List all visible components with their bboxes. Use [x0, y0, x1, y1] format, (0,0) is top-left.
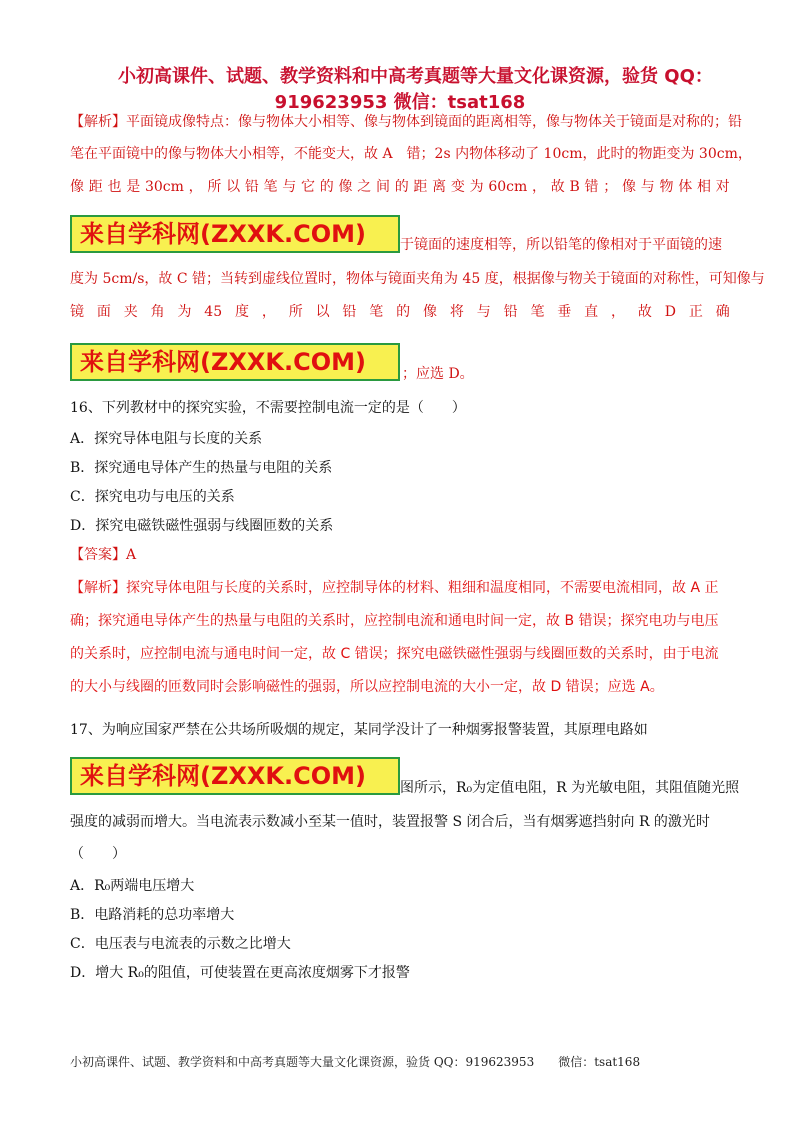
justified-token: 是	[126, 179, 141, 195]
justified-token: 也	[107, 179, 122, 195]
q16-stem: 16、下列教材中的探究实验，不需要控制电流一定的是（ ）	[70, 400, 466, 416]
justified-token: 像	[70, 179, 84, 195]
justified-token: 的	[394, 179, 409, 195]
q17-option-d: D．增大 R₀的阻值，可使装置在更高浓度烟雾下才报警	[70, 965, 410, 981]
q17-option-c: C．电压表与电流表的示数之比增大	[70, 936, 291, 952]
q17-option-a: A．R₀两端电压增大	[70, 878, 195, 894]
justified-token: 故	[637, 304, 652, 320]
justified-token: 距	[88, 179, 103, 195]
justified-token: 确	[715, 304, 730, 320]
analysis15-line-2: 笔在平面镜中的像与物体大小相等，不能变大，故 A 错；2s 内物体移动了 10cm，此时的物距变为 30cm，	[70, 146, 752, 162]
justified-token: 错	[584, 179, 599, 195]
justified-token: 铅	[503, 304, 518, 320]
analysis15-line-6	[70, 303, 730, 321]
q17-stem-line-4: （ ）	[70, 846, 126, 862]
q16-analysis-line-1: 【解析】探究导体电阻与长度的关系时，应控制导体的材料、粗细和温度相同，不需要电流相同，故 A 正	[70, 580, 719, 596]
analysis15-line-7: ；应选 D。	[402, 366, 474, 382]
justified-token: 垂	[557, 304, 572, 320]
justified-token: 的	[396, 304, 411, 320]
justified-token: 将	[449, 304, 464, 320]
q17-stem-line-3: 强度的减弱而增大。当电流表示数减小至某一值时，装置报警 S 闭合后，当有烟雾遮挡射向 R 的激光时	[70, 814, 710, 830]
q16-option-b: B．探究通电导体产生的热量与电阻的关系	[70, 460, 333, 476]
justified-token: 笔	[530, 304, 545, 320]
justified-token: 距	[413, 179, 428, 195]
footer-wechat: 微信：tsat168	[558, 1055, 641, 1069]
justified-token: ，	[188, 179, 203, 195]
q17-option-b: B．电路消耗的总功率增大	[70, 907, 235, 923]
justified-token: 之	[357, 179, 372, 195]
watermark-banner-2: 来自学科网(ZXXK.COM)	[70, 343, 400, 381]
justified-token: 铅	[342, 304, 357, 320]
justified-token: 物	[659, 179, 674, 195]
justified-token: 故	[550, 179, 565, 195]
justified-token: 像	[423, 304, 437, 320]
justified-token: 变	[450, 179, 465, 195]
justified-token: 的	[319, 179, 334, 195]
justified-token: 像	[338, 179, 353, 195]
justified-token: 以	[315, 304, 330, 320]
justified-token: 以	[226, 179, 241, 195]
justified-token: 度	[234, 304, 249, 320]
justified-token: B	[569, 179, 580, 195]
watermark-banner-1: 来自学科网(ZXXK.COM)	[70, 215, 400, 253]
justified-token: ，	[261, 304, 276, 320]
justified-token: ；	[603, 179, 618, 195]
justified-token: 离	[432, 179, 447, 195]
justified-token: 正	[688, 304, 703, 320]
q16-option-c: C．探究电功与电压的关系	[70, 489, 235, 505]
analysis15-line-5: 度为 5cm/s，故 C 错；当转到虚线位置时，物体与镜面夹角为 45 度，根据像与物关于镜面的对称性，可知像与	[70, 271, 765, 287]
q17-stem-line-2: 图所示，R₀为定值电阻，R 为光敏电阻，其阻值随光照	[400, 780, 740, 796]
justified-token: 笔	[369, 304, 384, 320]
justified-token: 对	[715, 179, 730, 195]
header-line-2: 919623953 微信：tsat168	[274, 92, 526, 113]
analysis15-line-3	[70, 178, 730, 196]
justified-token: 它	[301, 179, 316, 195]
justified-token: 夹	[123, 304, 138, 320]
justified-token: 所	[288, 304, 303, 320]
footer-text: 小初高课件、试题、教学资料和中高考真题等大量文化课资源，验货 QQ：919623953	[70, 1055, 535, 1069]
justified-token: ，	[532, 179, 547, 195]
justified-token: 笔	[263, 179, 278, 195]
footer	[70, 1053, 640, 1070]
justified-token: 角	[150, 304, 165, 320]
analysis15-label: 【解析】	[70, 114, 126, 130]
justified-token: 体	[678, 179, 693, 195]
justified-token: 45	[204, 304, 223, 320]
justified-token: 镜	[70, 304, 84, 320]
justified-token: 30cm	[144, 179, 184, 195]
justified-token: 间	[375, 179, 390, 195]
watermark-banner-3: 来自学科网(ZXXK.COM)	[70, 757, 400, 795]
analysis15-line-4: 于镜面的速度相等，所以铅笔的像相对于平面镜的速	[400, 237, 722, 253]
justified-token: 直	[584, 304, 599, 320]
justified-token: D	[664, 304, 676, 320]
justified-token: 与	[282, 179, 297, 195]
q16-option-a: A．探究导体电阻与长度的关系	[70, 431, 263, 447]
q16-analysis-line-3: 的关系时，应控制电流与通电时间一定，故 C 错误；探究电磁铁磁性强弱与线圈匝数的关系时，由于电流	[70, 646, 719, 662]
justified-token: ，	[611, 304, 626, 320]
q16-analysis-line-4: 的大小与线圈的匝数同时会影响磁性的强弱，所以应控制电流的大小一定，故 D 错误；应选 A。	[70, 679, 664, 695]
header-line-1: 小初高课件、试题、教学资料和中高考真题等大量文化课资源，验货 QQ：	[118, 66, 713, 87]
justified-token: 与	[476, 304, 491, 320]
justified-token: 像	[622, 179, 636, 195]
q17-stem-line-1: 17、为响应国家严禁在公共场所吸烟的规定，某同学没计了一种烟雾报警装置，其原理电路如	[70, 722, 648, 738]
justified-token: 相	[696, 179, 711, 195]
q16-answer: 【答案】A	[70, 547, 137, 563]
q16-analysis-line-2: 确；探究通电导体产生的热量与电阻的关系时，应控制电流和通电时间一定，故 B 错误；探究电功与电压	[70, 613, 719, 629]
justified-token: 面	[96, 304, 111, 320]
q16-option-d: D．探究电磁铁磁性强弱与线圈匝数的关系	[70, 518, 334, 534]
justified-token: 为	[177, 304, 192, 320]
justified-token: 所	[207, 179, 222, 195]
justified-token: 铅	[244, 179, 259, 195]
justified-token: 60cm	[488, 179, 528, 195]
analysis15-line-1: 【解析】平面镜成像特点：像与物体大小相等、像与物体到镜面的距离相等，像与物体关于镜面是对称的；铅	[70, 114, 742, 130]
justified-token: 与	[640, 179, 655, 195]
justified-token: 为	[469, 179, 484, 195]
